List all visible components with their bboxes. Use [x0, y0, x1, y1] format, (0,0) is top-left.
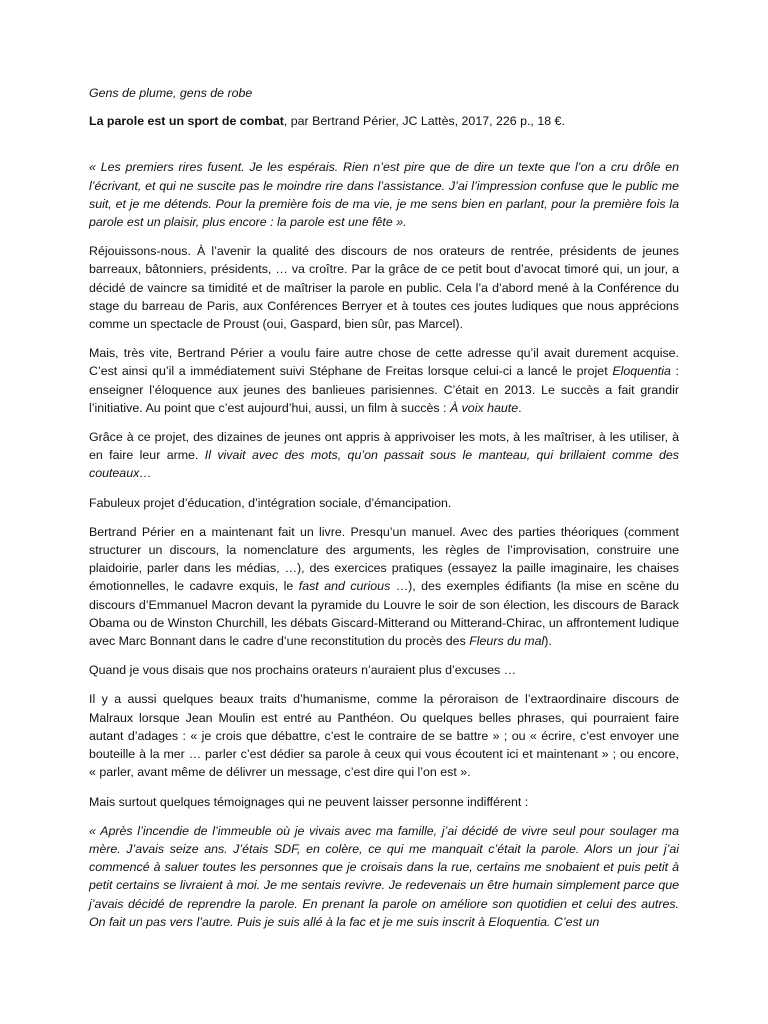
section-heading: Gens de plume, gens de robe [89, 86, 253, 100]
paragraph-humanisme: Il y a aussi quelques beaux traits d’humanisme, comme la péroraison de l’extraordinaire discours de Malraux lorsque Jean Moulin est entré au Panthéon. Ou quelques belles phrases, qui pourraient faire autant d’adages : « je crois que débattre, c’est le contraire de se battre » ; ou « écrire, c’est envoyer une bouteille à la mer … parler c’est dédier sa parole à ceux qui vous écoutent ici et maintenant » ; ou encore, « parler, avant même de délivrer un message, c’est dire qui l’on est ». [89, 692, 679, 780]
paragraph-grace [89, 428, 679, 483]
italic-film-title: À voix haute [449, 400, 519, 415]
paragraph-livre [89, 523, 679, 650]
testimony-quote: « Après l’incendie de l’immeuble où je vivais avec ma famille, j’ai décidé de vivre seul pour soulager ma mère. J’avais seize ans. J’étais SDF, en colère, ce qui me manquait c’était la parole. Alors un jour j’ai commencé à saluer toutes les personnes que je croisais dans la rue, certains me snobaient et puis petit à petit certains se livraient à moi. Je me sentais revivre. Je redevenais un être humain simplement parce que j’avais décidé de reprendre la parole. En prenant la parole on améliore son quotidien et celui des autres. On fait un pas vers l’autre. Puis je suis allé à la fac et je me suis inscrit à Eloquentia. C’est un [89, 823, 679, 929]
paragraph-eloquentia [89, 344, 679, 417]
paragraph-text: ). [544, 634, 552, 649]
paragraph-text: Grâce à ce projet, des dizaines de jeunes ont appris à apprivoiser les mots, à les maîtriser, à les utiliser, à en faire leur arme. [89, 430, 679, 463]
opening-quote: « Les premiers rires fusent. Je les espérais. Rien n’est pire que de dire un texte que l’on a cru drôle en l’écrivant, et qui ne suscite pas le moindre rire dans l’assistance. J’ai l’impression confuse que le public me suit, et je me détends. Pour la première fois de ma vie, je me sens bien en parlant, pour la première fois la parole est un plaisir, plus encore : la parole est une fête ». [89, 160, 679, 230]
italic-lyric: Il vivait avec des mots, qu’on passait sous le manteau, qui brillaient comme des couteaux… [89, 448, 679, 481]
document-page [89, 84, 679, 942]
paragraph-temoignages: Mais surtout quelques témoignages qui ne peuvent laisser personne indifférent : [89, 794, 529, 809]
book-title: La parole est un sport de combat [89, 114, 284, 129]
paragraph-rejouissons: Réjouissons-nous. À l’avenir la qualité des discours de nos orateurs de rentrée, présidents de jeunes barreaux, bâtonniers, présidents, … va croître. Par la grâce de ce petit bout d’avocat timoré qui, un jour, a décidé de vaincre sa timidité et de maîtriser la parole en public. Cela l’a d’abord mené à la Conférence du stage du barreau de Paris, aux Conférences Berryer et à toutes ces joutes ludiques que nous apprécions comme un spectacle de Proust (oui, Gaspard, bien sûr, pas Marcel). [89, 244, 679, 332]
italic-fast-curious: fast and curious [298, 579, 391, 594]
book-details: , par Bertrand Périer, JC Lattès, 2017, 226 p., 18 €. [283, 114, 565, 129]
italic-eloquentia: Eloquentia [612, 364, 671, 379]
paragraph-text: Bertrand Périer en a maintenant fait un livre. Presqu’un manuel. Avec des parties théoriques (comment structurer un discours, la nomenclature des arguments, les règles de l’improvisation, construire une plaidoirie, parler dans les médias, …), des exercices pratiques (essayez la paille imaginaire, les chaises émotionnelles, le cadavre exquis, le [89, 524, 679, 594]
paragraph-quand: Quand je vous disais que nos prochains orateurs n’auraient plus d’excuses … [89, 663, 517, 678]
book-reference [89, 112, 679, 130]
paragraph-text: …), des exemples édifiants (la mise en scène du discours d’Emmanuel Macron devant la pyramide du Louvre le soir de son élection, les discours de Barack Obama ou de Winston Churchill, les débats Giscard-Mitterand ou Mitterand-Chirac, un affrontement ludique avec Marc Bonnant dans le cadre d’une reconstitution du procès des [89, 579, 679, 649]
paragraph-text: . [518, 400, 522, 415]
italic-fleurs-du-mal: Fleurs du mal [469, 634, 545, 649]
paragraph-text: : enseigner l’éloquence aux jeunes des banlieues parisiennes. C’était en 2013. Le succès a fait grandir l’initiative. Au point que c’est aujourd’hui, aussi, un film à succès : [89, 364, 679, 415]
paragraph-fabuleux: Fabuleux projet d’éducation, d’intégration sociale, d’émancipation. [89, 495, 452, 510]
paragraph-text: Mais, très vite, Bertrand Périer a voulu faire autre chose de cette adresse qu’il avait durement acquise. C’est ainsi qu’il a immédiatement suivi Stéphane de Freitas lorsque celui-ci a lancé le projet [89, 346, 679, 379]
